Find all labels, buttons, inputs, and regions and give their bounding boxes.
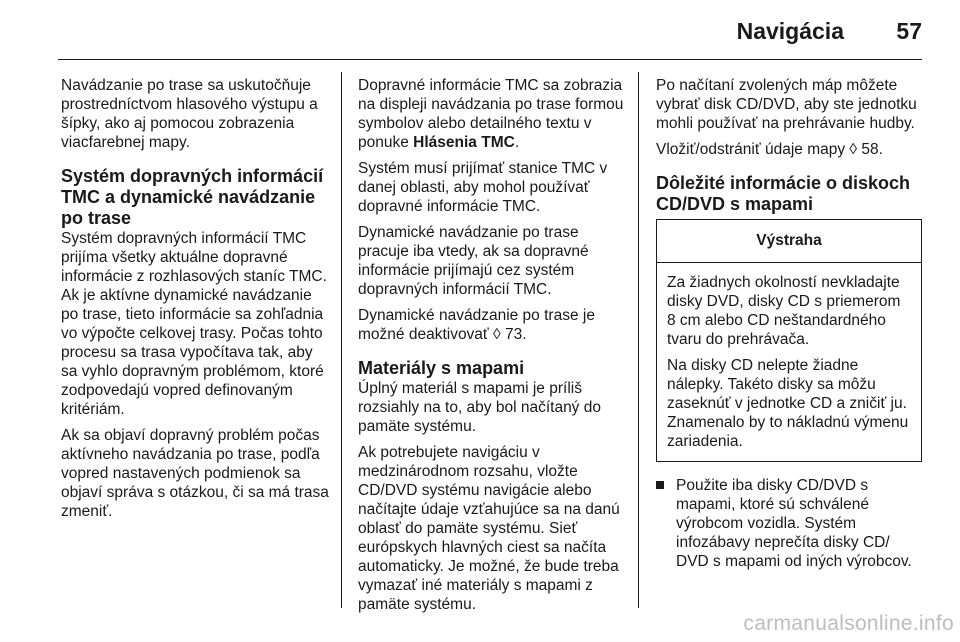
paragraph: Ak sa objaví dopravný problém počas aktívneho navádzania po trase, podľa vopred nastavených podmienok sa objaví správa s otázkou, či sa má trasa zmeniť. — [61, 427, 329, 520]
paragraph: Po načítaní zvolených máp môžete vybrať disk CD/DVD, aby ste jednotku mohli používať na prehrávanie hudby. — [656, 77, 917, 132]
section-heading-discs: Dôležité informácie o diskoch CD/DVD s mapami — [656, 173, 911, 214]
paragraph: Systém dopravných informácií TMC prijíma všetky aktuálne dopravné informácie z rozhlasových staníc TMC. Ak je aktívne dynamické navádzanie po trase, tieto informácie sa zohľadnia vo výpočte celkovej trasy. Počas tohto procesu sa trasa vypočítava tak, aby sa vyhlo dopravným problémom, ktoré zodpovedajú vopred definovaným kritériám. — [61, 230, 327, 418]
paragraph: Dynamické navádzanie po trase je možné deaktivovať ◊ 73. — [358, 307, 595, 343]
warning-paragraph: Na disky CD nelepte žiadne nálepky. Takéto disky sa môžu zaseknúť v jednotke CD a zničiť ju. Znamenalo by to nákladnú výmenu zariadenia. — [667, 357, 909, 450]
menu-name-bold: Hlásenia TMC — [413, 134, 515, 151]
header-rule — [58, 59, 922, 60]
page-header — [58, 0, 922, 60]
list-item: Použite iba disky CD/DVD s mapami, ktoré sú schválené výrobcom vozidla. Systém infozábavy neprečíta disky CD/ DVD s mapami od iných výrobcov. — [656, 476, 922, 571]
warning-box — [656, 219, 922, 462]
column-right — [656, 76, 922, 571]
warning-paragraph: Za žiadnych okolností nevkladajte disky DVD, disky CD s priemerom 8 cm alebo CD neštandardného tvaru do prehrávača. — [667, 274, 901, 348]
warning-body — [657, 263, 921, 461]
page-title: Navigácia — [736, 18, 844, 44]
column-left — [61, 76, 329, 528]
paragraph: Navádzanie po trase sa uskutočňuje prostredníctvom hlasového výstupu a šípky, ako aj pomocou zobrazenia viacfarebnej mapy. — [61, 77, 318, 151]
paragraph: Úplný materiál s mapami je príliš rozsiahly na to, aby bol načítaný do pamäte systému. — [358, 380, 601, 435]
paragraph: Dynamické navádzanie po trase pracuje iba vtedy, ak sa dopravné informácie prijímajú cez systém dopravných informácií TMC. — [358, 224, 589, 298]
column-divider — [341, 72, 342, 608]
square-bullet-icon — [656, 481, 664, 489]
section-heading-maps: Materiály s mapami — [358, 358, 525, 378]
paragraph: Dopravné informácie TMC sa zobrazia na displeji navádzania po trase formou symbolov alebo detailného textu v ponuke Hlásenia TMC. — [358, 77, 624, 151]
paragraph: Vložiť/odstrániť údaje mapy ◊ 58. — [656, 141, 883, 158]
section-heading-tmc: Systém dopravných informácií TMC a dynamické navádzanie po trase — [61, 166, 324, 228]
page-number: 57 — [896, 18, 922, 44]
column-middle — [358, 76, 626, 621]
paragraph: Ak potrebujete navigáciu v medzinárodnom rozsahu, vložte CD/DVD systému navigácie alebo načítajte údaje vzťahujúce sa na danú oblasť do pamäte systému. Sieť európskych hlavných ciest sa načíta automaticky. Je možné, že bude treba vymazať iné materiály s mapami z pamäte systému. — [358, 444, 620, 613]
warning-title: Výstraha — [657, 220, 921, 263]
watermark: carmanualsonline.info — [743, 612, 954, 635]
column-divider — [638, 72, 639, 608]
paragraph: Systém musí prijímať stanice TMC v danej oblasti, aby mohol používať dopravné informácie TMC. — [358, 160, 608, 215]
